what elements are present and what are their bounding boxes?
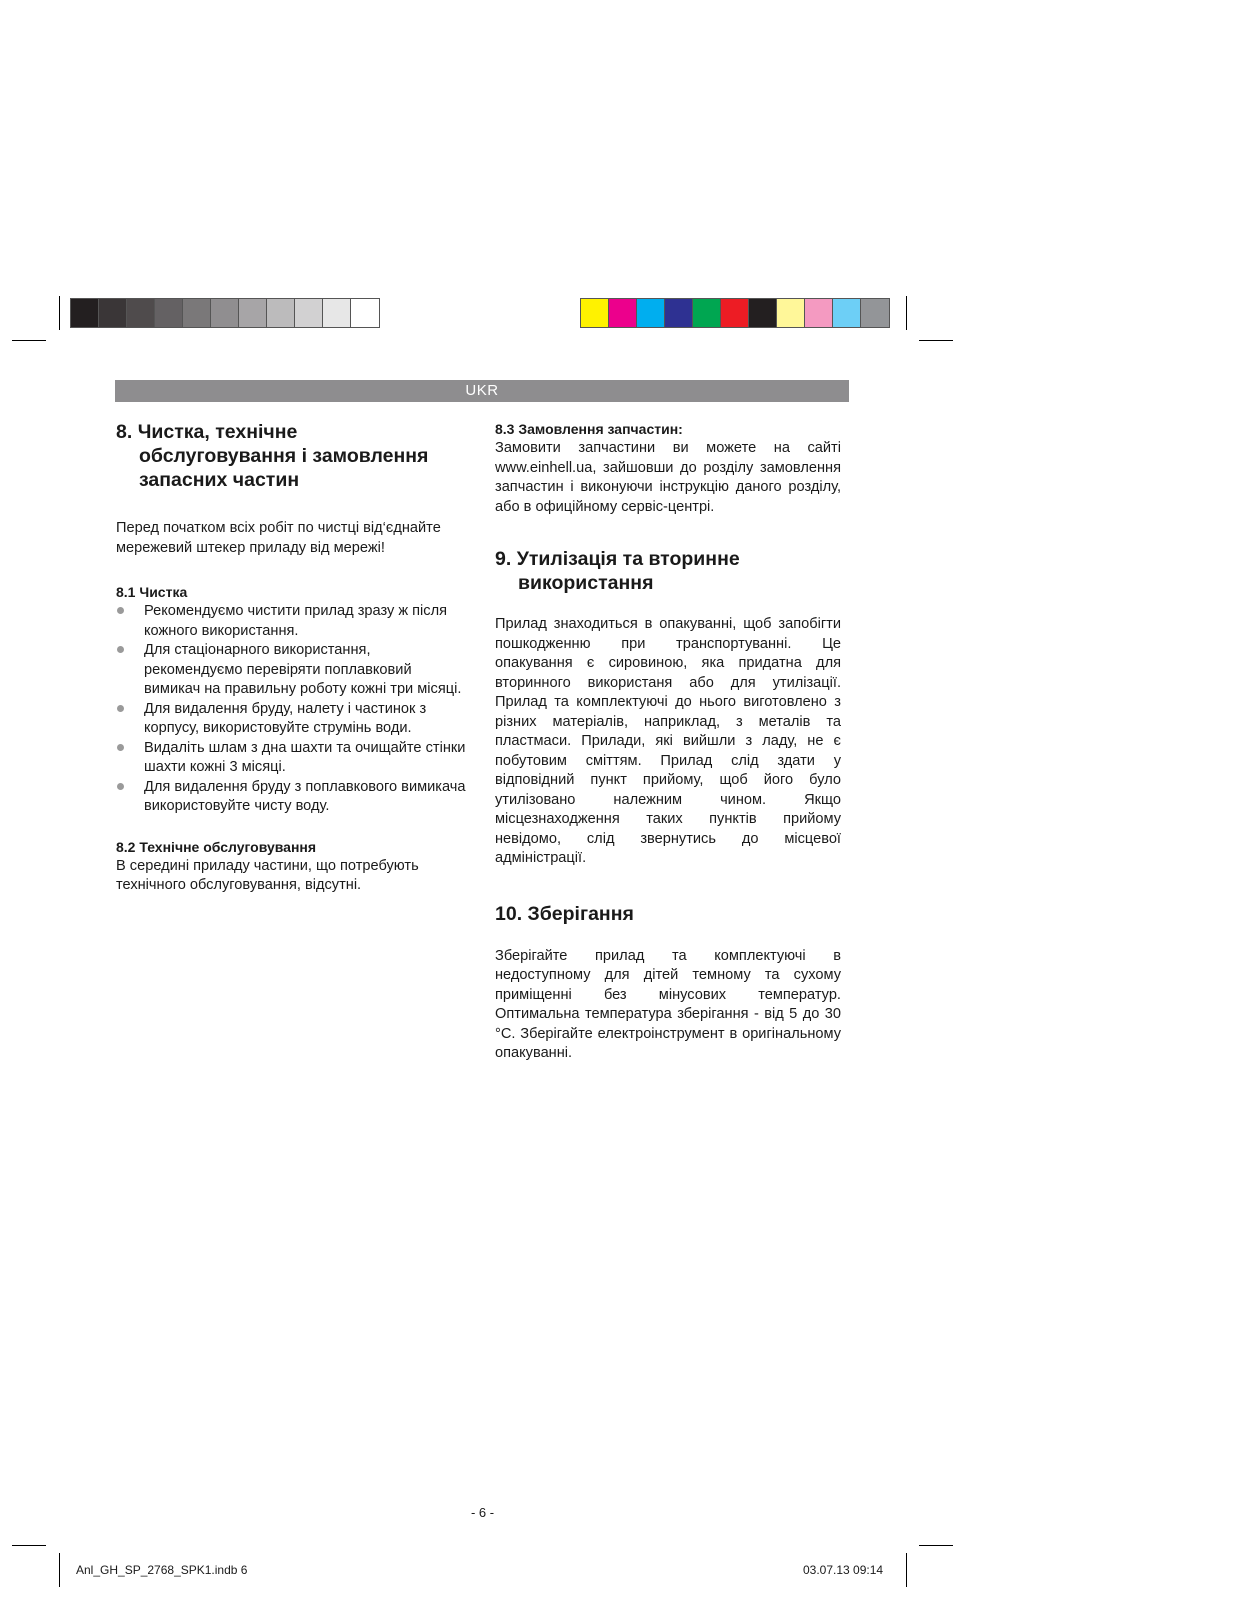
crop-mark xyxy=(906,296,907,330)
cleaning-list xyxy=(116,602,470,817)
list-item: Видаліть шлам з дна шахти та очищайте стінки шахти кожні 3 місяці. xyxy=(116,739,470,778)
color-swatch xyxy=(609,299,637,327)
list-item: Рекомендуємо чистити прилад зразу ж після кожного використання. xyxy=(116,602,470,641)
bullet-icon xyxy=(117,705,124,712)
section-8-2-text: В середині приладу частини, що потребують технічного обслуговування, відсутні. xyxy=(116,857,419,893)
color-swatch xyxy=(239,299,267,327)
color-swatch xyxy=(637,299,665,327)
color-swatch xyxy=(665,299,693,327)
grayscale-registration-bar xyxy=(70,298,380,328)
color-swatch xyxy=(155,299,183,327)
color-swatch xyxy=(861,299,889,327)
crop-mark xyxy=(12,1545,46,1546)
crop-mark xyxy=(919,340,953,341)
color-swatch xyxy=(351,299,379,327)
footer-file-name: Anl_GH_SP_2768_SPK1.indb 6 xyxy=(76,1563,248,1577)
section-8-3-text: Замовити запчастини ви можете на сайті www.einhell.ua, зайшовши до розділу замовлення запчастин і виконуючи інструкцію даного розділу, або в офиційному сервіс-центрі. xyxy=(495,440,841,515)
bullet-icon xyxy=(117,607,124,614)
section-9-title: 9. Утилізація та вторинне використання xyxy=(495,548,740,594)
section-8-title: 8. Чистка, технічне обслуговування і замовлення запасних частин xyxy=(116,421,429,491)
language-bar xyxy=(115,380,849,402)
color-swatch xyxy=(749,299,777,327)
color-swatch xyxy=(71,299,99,327)
page-number: - 6 - xyxy=(470,1505,495,1520)
crop-mark xyxy=(12,340,46,341)
section-9-text: Прилад знаходиться в опакуванні, щоб запобігти пошкодженню при транспортуванні. Це опакування є сировиною, яка придатна для вторинного використаня або для утилізації. Прилад та комплектуючі до нього виготовлено з різних матеріалів, наприклад, з металів та пластмаси. Прилади, які вийшли з ладу, не є побутовим сміттям. Прилад слід здати у відповідний пункт прийому, щоб його було утилізовано належним чином. Якщо місцезнаходження таких пунктів прийому невідомо, слід звернутись до місцевої адміністрації. xyxy=(495,616,841,866)
section-10-title: 10. Зберігання xyxy=(495,902,634,925)
color-swatch xyxy=(99,299,127,327)
language-code: UKR xyxy=(465,382,499,399)
color-swatch xyxy=(805,299,833,327)
color-swatch xyxy=(833,299,861,327)
color-swatch xyxy=(211,299,239,327)
left-column xyxy=(116,420,470,896)
color-swatch xyxy=(183,299,211,327)
section-8-2-heading: 8.2 Технічне обслуговування xyxy=(116,838,317,855)
section-8-1-heading: 8.1 Чистка xyxy=(116,584,188,600)
crop-mark xyxy=(906,1553,907,1587)
right-column xyxy=(495,420,841,1064)
crop-mark xyxy=(59,1553,60,1587)
list-item: Для видалення бруду з поплавкового вимикача використовуйте чисту воду. xyxy=(116,778,470,817)
color-swatch xyxy=(777,299,805,327)
crop-mark xyxy=(59,296,60,330)
section-8-3-heading: 8.3 Замовлення запчастин: xyxy=(495,421,683,437)
bullet-icon xyxy=(117,783,124,790)
color-registration-bar xyxy=(580,298,890,328)
footer-datetime: 03.07.13 09:14 xyxy=(803,1563,884,1577)
color-swatch xyxy=(267,299,295,327)
bullet-icon xyxy=(117,744,124,751)
color-swatch xyxy=(693,299,721,327)
section-10-text: Зберігайте прилад та комплектуючі в недоступному для дітей темному та сухому приміщенні без мінусових температур. Оптимальна температура зберігання - від 5 до 30 °C. Зберігайте електроінструмент в оригінальному опакуванні. xyxy=(495,947,841,1061)
color-swatch xyxy=(323,299,351,327)
color-swatch xyxy=(721,299,749,327)
list-item: Для стаціонарного використання, рекомендуємо перевіряти поплавковий вимикач на правильну роботу кожні три місяці. xyxy=(116,641,470,700)
color-swatch xyxy=(581,299,609,327)
crop-mark xyxy=(919,1545,953,1546)
color-swatch xyxy=(127,299,155,327)
section-8-intro: Перед початком всіх робіт по чистці від‘єднайте мережевий штекер приладу від мережі! xyxy=(116,520,441,556)
list-item: Для видалення бруду, налету і частинок з корпусу, використовуйте струмінь води. xyxy=(116,700,470,739)
color-swatch xyxy=(295,299,323,327)
bullet-icon xyxy=(117,646,124,653)
